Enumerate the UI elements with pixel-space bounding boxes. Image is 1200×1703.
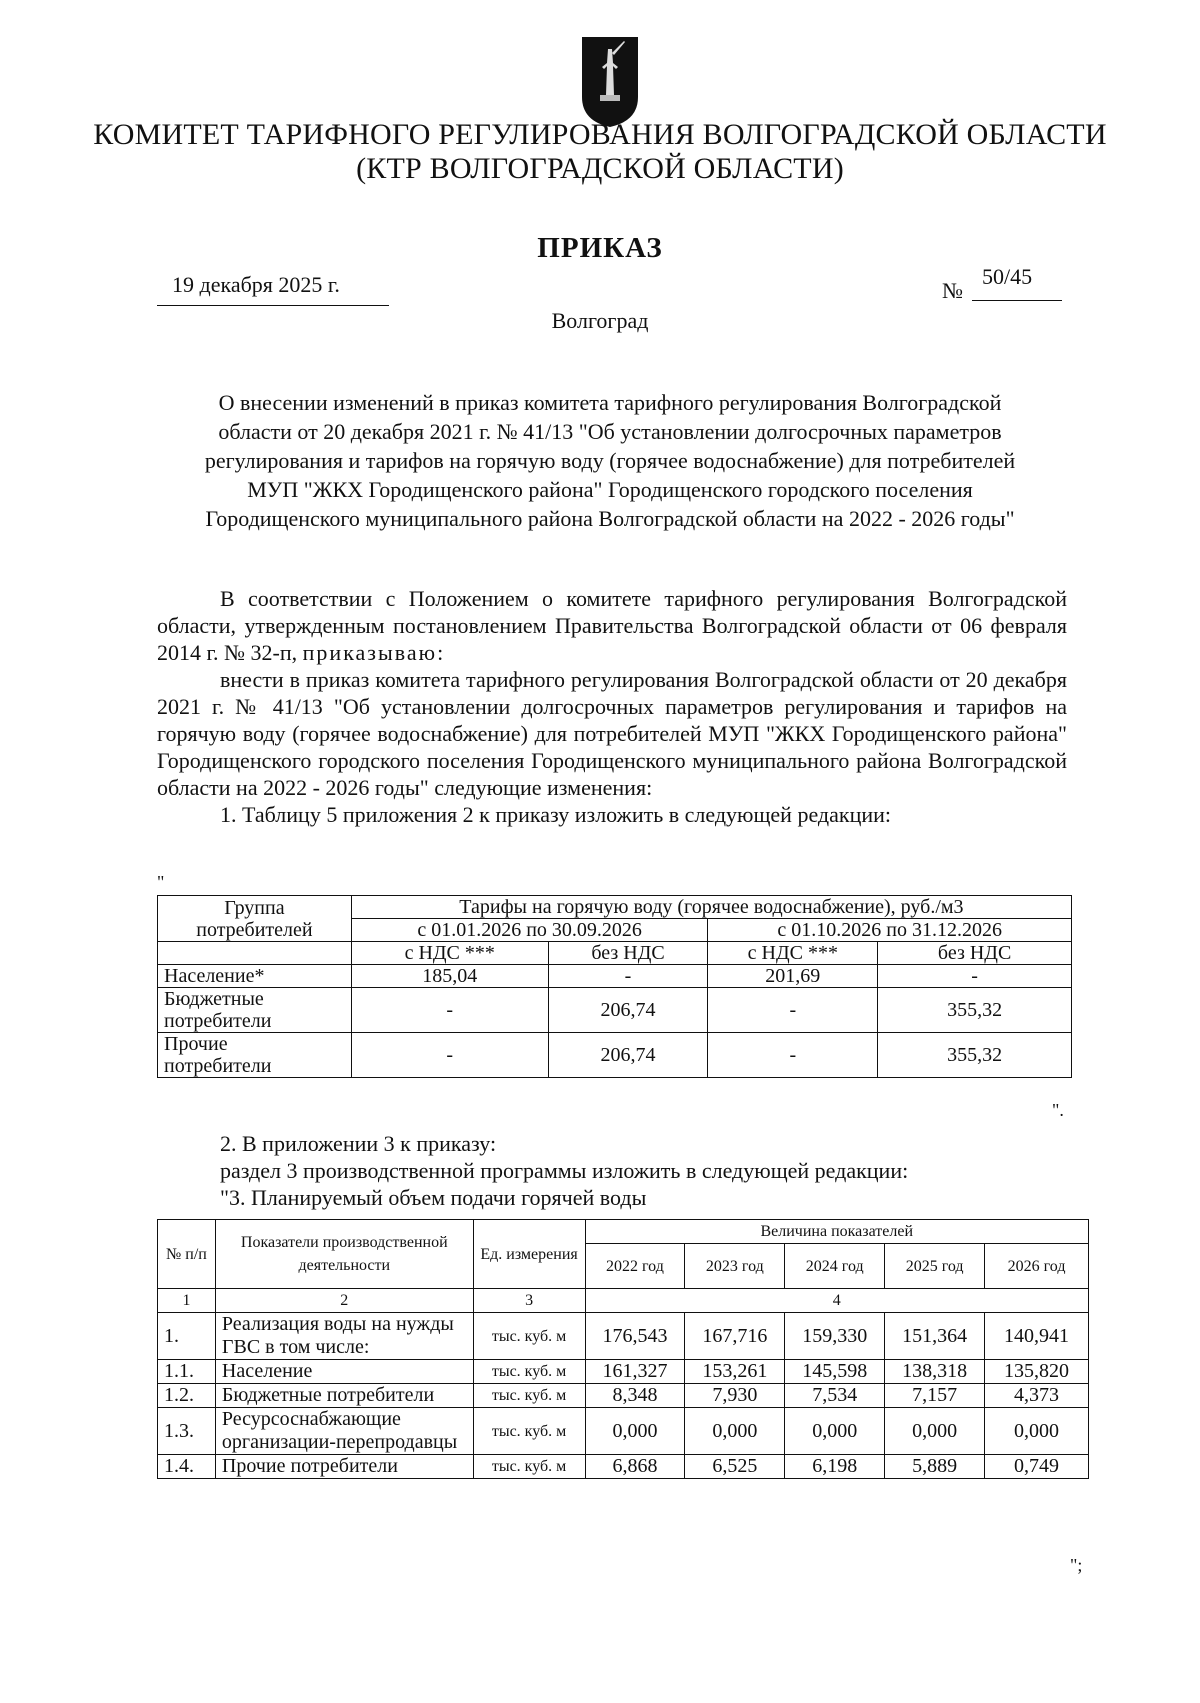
subject-line: области от 20 декабря 2021 г. № 41/13 "Об установлении долгосрочных параметров <box>218 419 1002 444</box>
open-quote: " <box>157 872 165 892</box>
org-name-line1: КОМИТЕТ ТАРИФНОГО РЕГУЛИРОВАНИЯ ВОЛГОГРАДСКОЙ ОБЛАСТИ <box>93 118 1107 151</box>
tariff-value: 201,69 <box>708 965 878 988</box>
volume-table <box>157 1219 1089 1479</box>
table-row <box>158 1033 1072 1078</box>
row-value: 0,000 <box>885 1408 985 1455</box>
tariff-group-line: Бюджетные <box>164 988 264 1010</box>
body-paragraph-text: В соответствии с Положением о комитете тарифного регулирования Волгоградской области, утвержденным постановлением Правительства Волгоградской области от 06 февраля 2014 г. № 32-п, <box>157 586 1067 665</box>
tariff-group: Население* <box>158 965 352 988</box>
row-indicator: Население <box>215 1360 473 1384</box>
row-number: 1.4. <box>158 1455 216 1479</box>
row-value: 159,330 <box>785 1313 885 1360</box>
row-unit: тыс. куб. м <box>473 1455 585 1479</box>
row-indicator: Ресурсоснабжающие организации-перепродавцы <box>215 1408 473 1455</box>
tariff-main-header: Тарифы на горячую воду (горячее водоснабжение), руб./м3 <box>351 896 1071 919</box>
close-quote-2: "; <box>1070 1555 1083 1575</box>
tariff-table <box>157 895 1072 1078</box>
row-value: 4,373 <box>985 1384 1089 1408</box>
row-value: 0,000 <box>585 1408 685 1455</box>
row-value: 135,820 <box>985 1360 1089 1384</box>
document-city: Волгоград <box>551 308 649 333</box>
org-name-line2: (КТР ВОЛГОГРАДСКОЙ ОБЛАСТИ) <box>356 152 844 185</box>
tariff-group <box>158 988 352 1033</box>
tariff-value: 355,32 <box>878 1033 1072 1078</box>
year-header: 2023 год <box>685 1244 785 1289</box>
table-row <box>158 988 1072 1033</box>
tariff-period-2: с 01.10.2026 по 31.12.2026 <box>708 919 1072 942</box>
row-value: 0,000 <box>985 1408 1089 1455</box>
table-row <box>158 1360 1089 1384</box>
close-quote-1: ". <box>1052 1100 1064 1120</box>
row-indicator: Реализация воды на нужды ГВС в том числе: <box>215 1313 473 1360</box>
row-value: 8,348 <box>585 1384 685 1408</box>
tariff-group-line: потребители <box>164 1055 272 1077</box>
row-value: 7,930 <box>685 1384 785 1408</box>
table-row <box>158 1455 1089 1479</box>
row-value: 0,000 <box>785 1408 885 1455</box>
row-value: 176,543 <box>585 1313 685 1360</box>
year-header: 2024 год <box>785 1244 885 1289</box>
item-2-block <box>157 1130 1067 1211</box>
body-paragraph-1 <box>157 585 1067 666</box>
row-value: 6,525 <box>685 1455 785 1479</box>
tariff-with-vat-header: с НДС *** <box>708 942 878 965</box>
row-indicator: Бюджетные потребители <box>215 1384 473 1408</box>
tariff-without-vat-header: без НДС <box>878 942 1072 965</box>
row-value: 0,749 <box>985 1455 1089 1479</box>
tariff-value: 206,74 <box>548 988 708 1033</box>
section-title: "3. Планируемый объем подачи горячей воды <box>220 1185 647 1210</box>
number-sign: № <box>942 278 963 303</box>
tariff-value: 185,04 <box>351 965 548 988</box>
tariff-value: - <box>708 1033 878 1078</box>
row-number: 1.2. <box>158 1384 216 1408</box>
row-unit: тыс. куб. м <box>473 1313 585 1360</box>
tariff-group-line: потребители <box>164 1010 272 1032</box>
row-number: 1.3. <box>158 1408 216 1455</box>
date-underline <box>157 305 389 306</box>
column-number: 2 <box>215 1289 473 1313</box>
tariff-value: - <box>548 965 708 988</box>
item-2: 2. В приложении 3 к приказу: <box>220 1131 497 1156</box>
table-cell <box>158 942 352 965</box>
tariff-group-header: Группа потребителей <box>158 896 352 942</box>
row-value: 138,318 <box>885 1360 985 1384</box>
year-header: 2026 год <box>985 1244 1089 1289</box>
subject-line: О внесении изменений в приказ комитета тарифного регулирования Волгоградской <box>218 390 1002 415</box>
row-indicator: Прочие потребители <box>215 1455 473 1479</box>
tariff-without-vat-header: без НДС <box>548 942 708 965</box>
row-value: 6,198 <box>785 1455 885 1479</box>
year-header: 2022 год <box>585 1244 685 1289</box>
row-value: 140,941 <box>985 1313 1089 1360</box>
volume-indicator-header: Показатели производственной деятельности <box>215 1220 473 1289</box>
number-underline <box>972 300 1062 301</box>
subject-line: МУП "ЖКХ Городищенского района" Городищенского городского поселения <box>247 477 973 502</box>
tariff-value: 206,74 <box>548 1033 708 1078</box>
body-paragraph-2: внести в приказ комитета тарифного регулирования Волгоградской области от 20 декабря 2021 г. № 41/13 "Об установлении долгосрочных параметров регулирования и тарифов на горячую воду (горячее водоснабжение) для потребителей МУП "ЖКХ Городищенского района" Городищенского городского поселения Городищенского муниципального района Волгоградской области на 2022 - 2026 годы" следующие изменения: <box>157 667 1067 800</box>
document-date: 19 декабря 2025 г. <box>172 272 340 297</box>
row-unit: тыс. куб. м <box>473 1384 585 1408</box>
tariff-value: - <box>708 988 878 1033</box>
row-unit: тыс. куб. м <box>473 1408 585 1455</box>
document-subject <box>150 388 1070 533</box>
document-type: ПРИКАЗ <box>537 232 663 264</box>
row-value: 151,364 <box>885 1313 985 1360</box>
subject-line: регулирования и тарифов на горячую воду (горячее водоснабжение) для потребителей <box>204 448 1016 473</box>
row-number: 1. <box>158 1313 216 1360</box>
row-value: 167,716 <box>685 1313 785 1360</box>
table-row <box>158 1408 1089 1455</box>
table-row <box>158 965 1072 988</box>
volgograd-coat-of-arms-icon <box>578 33 642 129</box>
tariff-value: - <box>878 965 1072 988</box>
column-number: 1 <box>158 1289 216 1313</box>
item-2-text: раздел 3 производственной программы изложить в следующей редакции: <box>220 1158 909 1183</box>
row-value: 6,868 <box>585 1455 685 1479</box>
document-body <box>157 585 1067 828</box>
row-value: 7,534 <box>785 1384 885 1408</box>
tariff-value: - <box>351 988 548 1033</box>
document-number: 50/45 <box>982 264 1033 289</box>
row-value: 7,157 <box>885 1384 985 1408</box>
volume-values-header: Величина показателей <box>585 1220 1089 1244</box>
row-value: 153,261 <box>685 1360 785 1384</box>
row-value: 0,000 <box>685 1408 785 1455</box>
tariff-with-vat-header: с НДС *** <box>351 942 548 965</box>
subject-line: Городищенского муниципального района Волгоградской области на 2022 - 2026 годы" <box>205 506 1015 531</box>
tariff-group-line: Прочие <box>164 1033 228 1055</box>
item-1: 1. Таблицу 5 приложения 2 к приказу изложить в следующей редакции: <box>220 802 892 827</box>
year-header: 2025 год <box>885 1244 985 1289</box>
table-row <box>158 1384 1089 1408</box>
order-word: приказываю: <box>302 640 446 665</box>
tariff-period-1: с 01.01.2026 по 30.09.2026 <box>351 919 708 942</box>
column-number: 4 <box>585 1289 1089 1313</box>
row-number: 1.1. <box>158 1360 216 1384</box>
row-value: 145,598 <box>785 1360 885 1384</box>
table-row <box>158 1313 1089 1360</box>
tariff-value: 355,32 <box>878 988 1072 1033</box>
tariff-group <box>158 1033 352 1078</box>
row-value: 5,889 <box>885 1455 985 1479</box>
row-value: 161,327 <box>585 1360 685 1384</box>
volume-num-header: № п/п <box>158 1220 216 1289</box>
volume-unit-header: Ед. измерения <box>473 1220 585 1289</box>
column-number: 3 <box>473 1289 585 1313</box>
row-unit: тыс. куб. м <box>473 1360 585 1384</box>
tariff-value: - <box>351 1033 548 1078</box>
